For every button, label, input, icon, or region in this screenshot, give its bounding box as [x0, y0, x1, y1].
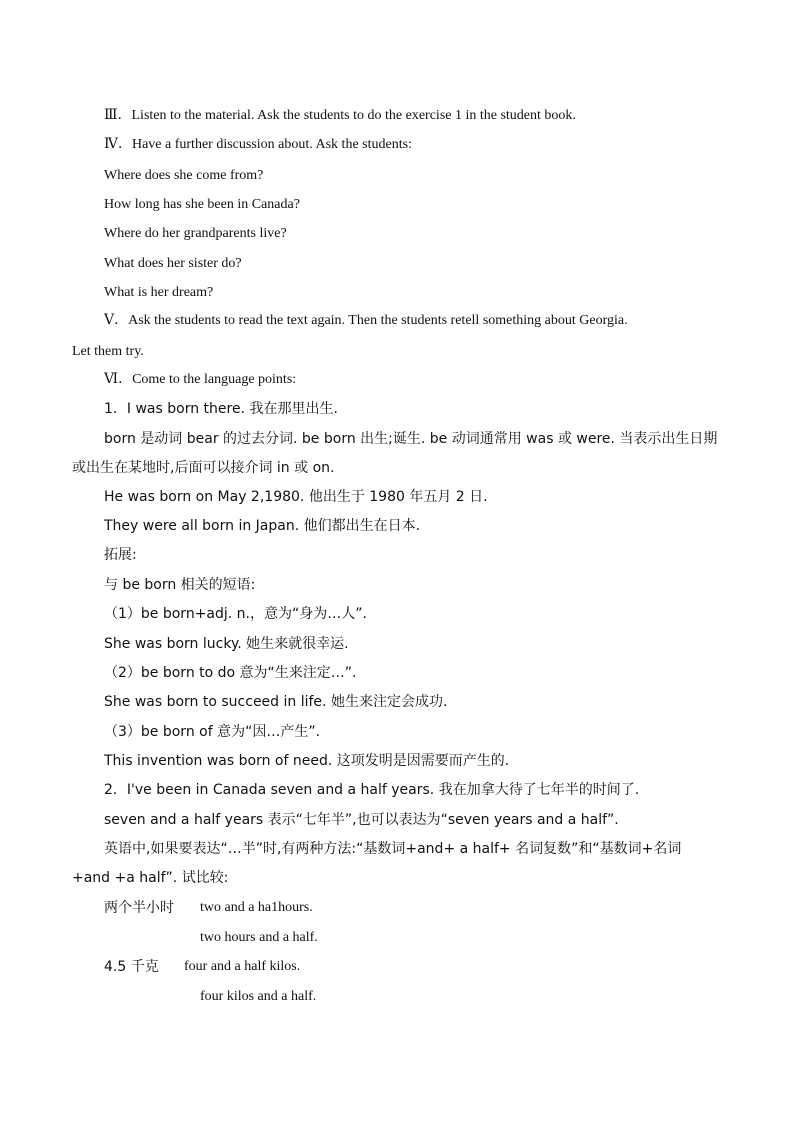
compare-2-chinese: 4.5 千克: [104, 959, 159, 975]
example-2: They were all born in Japan. 他们都出生在日本.: [104, 518, 421, 534]
point-2-rule: 英语中,如果要表达“…半”时,有两种方法:“基数词+and+ a half+ 名词复数”和“基数词+名词: [104, 841, 682, 857]
compare-1-form-b: two hours and a half.: [200, 930, 318, 945]
point-1-title: 1．I was born there. 我在那里出生.: [104, 401, 338, 417]
phrase-1-example: She was born lucky. 她生来就很幸运.: [104, 636, 349, 652]
example-1: He was born on May 2,1980. 他出生于 1980 年五月 2 日.: [104, 489, 488, 505]
point-2-rule-cont: +and +a half”. 试比较:: [72, 870, 229, 886]
section-6-heading: Ⅵ．Come to the language points:: [104, 372, 297, 387]
question-5: What is her dream?: [104, 285, 214, 300]
point-1-explanation-cont: 或出生在某地时,后面可以接介词 in 或 on.: [72, 460, 335, 476]
section-3-heading: Ⅲ．Listen to the material. Ask the students to do the exercise 1 in the student book.: [104, 108, 576, 123]
phrase-3-example: This invention was born of need. 这项发明是因需要而产生的.: [104, 753, 510, 769]
phrase-1: （1）be born+adj. n.，意为“身为…人”.: [104, 606, 367, 622]
phrase-2-example: She was born to succeed in life. 她生来注定会成功.: [104, 694, 448, 710]
compare-2-form-b: four kilos and a half.: [200, 989, 317, 1004]
question-2: How long has she been in Canada?: [104, 197, 300, 212]
point-2-title: 2．I've been in Canada seven and a half years. 我在加拿大待了七年半的时间了.: [104, 782, 640, 798]
compare-1-chinese: 两个半小时: [104, 900, 174, 916]
question-3: Where do her grandparents live?: [104, 226, 287, 241]
extension-label: 拓展:: [104, 547, 137, 563]
section-4-heading: Ⅳ．Have a further discussion about. Ask the students:: [104, 137, 412, 152]
point-2-explanation: seven and a half years 表示“七年半”,也可以表达为“seven years and a half”.: [104, 812, 619, 828]
phrases-intro: 与 be born 相关的短语:: [104, 577, 256, 593]
question-1: Where does she come from?: [104, 168, 264, 183]
compare-2-form-a: four and a half kilos.: [184, 959, 301, 974]
question-4: What does her sister do?: [104, 256, 242, 271]
point-1-explanation: born 是动词 bear 的过去分词. be born 出生;诞生. be 动词通常用 was 或 were. 当表示出生日期: [104, 431, 718, 447]
phrase-3: （3）be born of 意为“因…产生”.: [104, 724, 321, 740]
section-5-continuation: Let them try.: [72, 344, 144, 359]
phrase-2: （2）be born to do 意为“生来注定…”.: [104, 665, 357, 681]
compare-1-form-a: two and a ha1hours.: [200, 900, 313, 915]
section-5-heading: Ⅴ．Ask the students to read the text again. Then the students retell something about Georgia.: [104, 313, 628, 328]
